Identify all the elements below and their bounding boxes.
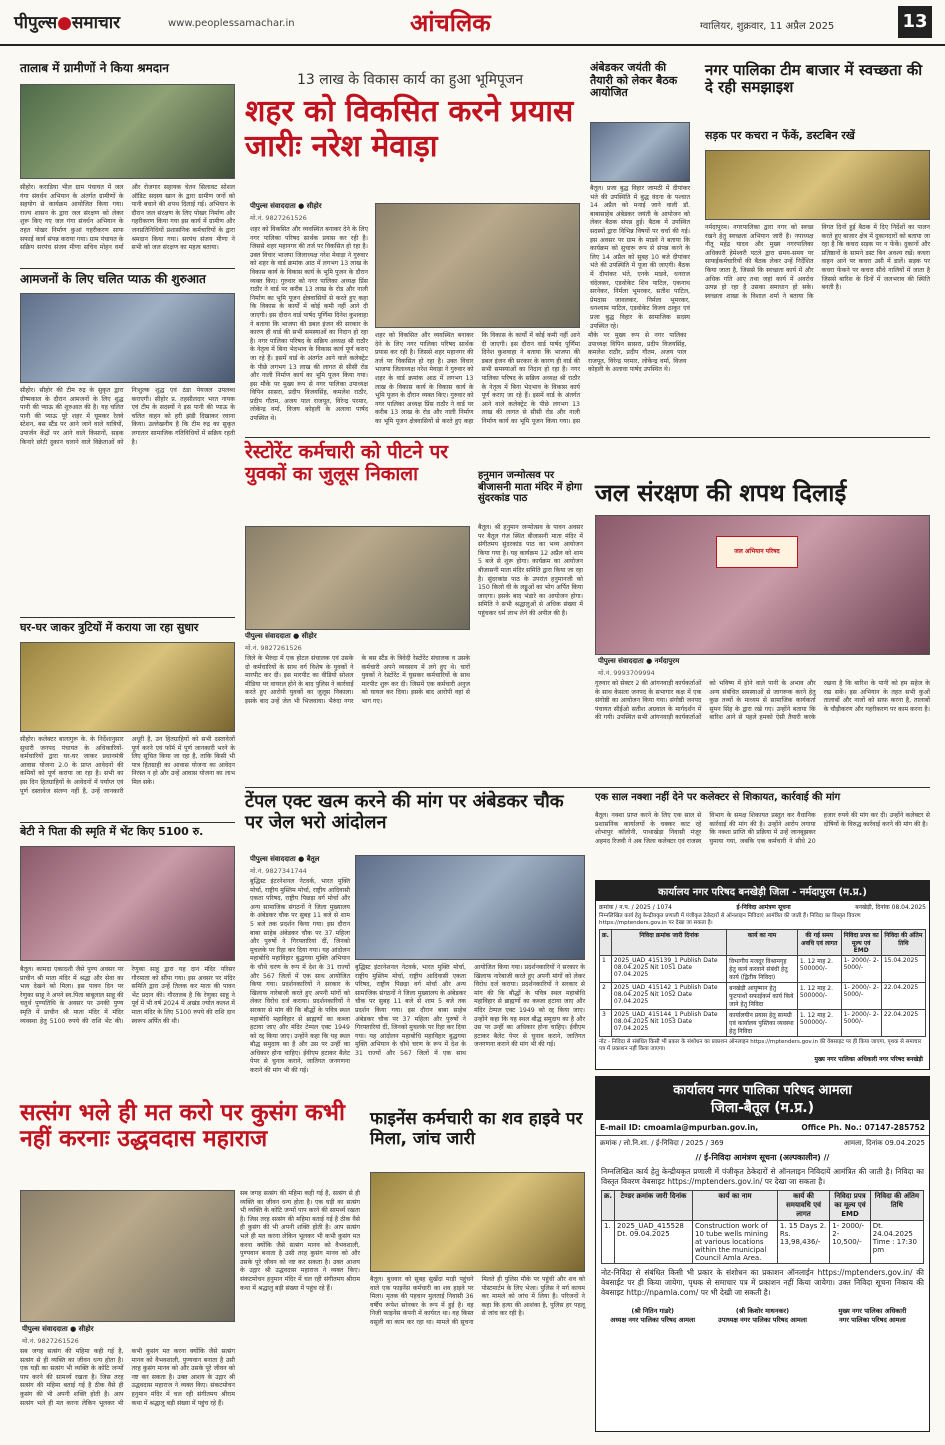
bhoomipujan-photo (375, 203, 580, 328)
swachhata-headline: नगर पालिका टीम बाजार में स्वच्छता की दे रही समझाइश (705, 61, 923, 97)
table-cell: Construction work of 10 tube wells mining at various locations within the municipal Council Amla Area. (693, 1221, 778, 1264)
pyau-photo (20, 293, 235, 383)
julus-headline: रेस्टोरेंट कर्मचारी को पीटने पर युवकों का जुलूस निकाला (245, 441, 449, 485)
shikayat-headline: एक साल नक्शा नहीं देने पर कलेक्टर से शिकायत, कार्रवाई की मांग (595, 792, 841, 803)
sudhar-photo (20, 642, 235, 732)
tender-banakhedi-title: कार्यालय नगर परिषद बनखेड़ी जिला - नर्मदापुरम (म.प्र.) (596, 881, 929, 901)
jal-sanrakshan-banner: जल अभियान परिषद (716, 536, 798, 568)
jail-bharo-photo (355, 855, 585, 960)
satsang-mobile: मो.नं. 9827261526 (22, 1337, 79, 1345)
table-cell: 2 (600, 983, 612, 1010)
bhoomipujan-kicker: 13 लाख के विकास कार्य का हुआ भूमिपूजन (296, 72, 524, 88)
pyau-body: सीहोर। सीहोर की टीम रुद्र के सुकृत द्वारा ग्रीष्मकाल के दौरान आमजनों के लिए शुद्ध पानी की प्याऊ की शुरुआत की है। यह चलित पानी की प्याऊ पूरे शहर में घूमकर रेलवे स्टेशन, बस स्टैंड पर आने जाने वाले यात्रियों, उपार्जन केंद्रों पर आने वाले किसानों, सड़क किनारे छोटी दुकान चलाने वाले विक्रेताओं को निःशुल्क शुद्ध एवं ठंडा पेयजल उपलब्ध कराएगी। सीहोर प्र. तहसीलदार भरत नायक एवं टीम के सदस्यों ने इस पानी की प्याऊ के चलित वाहन को हरी झंडी दिखाकर रवाना किया। उल्लेखनीय है कि टीम रुद्र का सुकृत लगातार सामाजिक गतिविधियों में सक्रिय रहती है। (20, 387, 235, 446)
julus-byline: पीपुल्स संवाददाता ● सीहोर (245, 632, 317, 640)
bhoomipujan-body-cont: शहर को विकसित और व्यवस्थित बनाकर देने के लिए नगर पालिका परिषद सार्थक प्रयास कर रही है। जिससे शहर महानगर की तर्ज पर विकसित हो रहा है। उक्त विचार भाजपा जिलाध्यक्ष नरेश मेवाड़ा ने गुरुवार को शहर के वार्ड क्रमांक आठ में लगभग 13 लाख के विकास कार्य के विकास कार्य के भूमि पूजन के दौरान व्यक्त किए। गुरुवार को नगर पालिका अध्यक्ष प्रिंस राठौर ने वार्ड पर करीब 13 लाख के रोड और नाली निर्माण का भूमि पूजन क्षेत्रवासियों से करते हुए कहा कि विकास के कार्यों में कोई कमी नहीं आने दी जाएगी। इस दौरान वार्ड पार्षद पूर्णिमा दिनेश कुशवाहा ने बताया कि भाजपा की डबल इंजन की सरकार के कारण ही वार्ड की सभी समस्याओं का निदान हो रहा है। नगर पालिका परिषद के सक्रिय अध्यक्ष श्री राठौर के नेतृत्व में बिना भेदभाव के विकास कार्य पूर्ण कराए जा रहे हैं। इसमें वार्ड के अंतर्गत आने वाले कलेक्ट्रेट के पीछे लगभग 13 लाख की लागत से सीसी रोड और नाली निर्माण कार्य का भूमि पूजन किया गया। इस मौके पर मुख्य रूप से नगर पालिका उपाध्यक्ष विपिन सासरा, प्रदीप विजयसिंह, कमलेश राठौर, प्रदीप गौतम, अजय पाल राजपूत, विरेन्द्र परमार, लोकेन्द्र वर्मा, विजय कोहली के अलावा पार्षद उपस्थित थे। (375, 332, 687, 425)
bhoomipujan-headline: शहर को विकसित करने प्रयास जारीः नरेश मेवाड़ा (245, 94, 574, 164)
table-cell: 1. 12 माह 2. 500000/- (797, 1010, 841, 1037)
swachhata-subhead: सड़क पर कचरा न फेंकें, डस्टबिन रखें (705, 129, 855, 142)
julus-photo (245, 526, 470, 630)
satsang-body-cont: सब जगह सत्संग की महिमा कही गई है, सत्संग से ही व्यक्ति का जीवन धन्य होता है। एक घड़ी का सत्संग भी व्यक्ति के कोटि जन्मों पाप करने की सामर्थ्य रखता है। जिस तरह सत्संग की महिमा बताई गई है ठीक वैसे ही कुसंग की भी अपनी शक्ति होती है। आप सत्संग भले ही मत करना लेकिन भूलकर भी कभी कुसंग मत करना क्योंकि जैसे सत्संग मानव को वैभवशाली, पुण्यवान बनाता है उसी तरह कुसंग मानव को और उसके पूरे जीवन को नष्ट कर सकता है। उक्त आशय के उद्गार श्री उद्धवदास महाराज ने व्यक्त किए। संकटमोचन हनुमान मंदिर में चल रही संगीतमय श्रीराम कथा में श्रद्धालु बड़ी संख्या में पहुंच रहे हैं। (240, 1190, 360, 1292)
swachhata-body: नर्मदापुरम। नगरपालिका द्वारा नगर को स्वच्छ रखने हेतु स्वच्छता अभियान जारी है। नपाध्यक्ष नीतू महेंद्र यादव और मुख्य नगरपालिका अधिकारी हेमेश्वरी पटले द्वारा समय-समय पर साफईकर्मचारियों की बैठक लेकर उन्हें निर्देशित किया जाता है, जिससे कि स्वच्छता कार्य में और अधिक गति आए तथा जहां कार्य में अवरोध उत्पन्न हो रहा है उसका समाधान हो सके। स्वच्छता शाखा के विशाल शर्मा ने बताया कि विगत दिनों हुई बैठक में दिए निर्देशों का पालन करते हुए बाजार क्षेत्र में दुकानदारों को बताया जा रहा है कि कचरा सड़क पर न फेंकें। दुकानों और प्रतिष्ठानों के सामने डस्ट बिन अवश्य रखें। कचरा वाहन आने पर कचरा उसी में डालें। सड़क पर कचरा फेंकने पर कचरा सीधे नालियों में जाता है जिससे बारिश के दिनों में जलभराव की स्थिति बनती है। (705, 224, 930, 300)
table-row (600, 1010, 926, 1037)
tender-banakhedi-table-wrap (596, 929, 929, 1037)
beti-headline: बेटी ने पिता की स्मृति में भेंट किए 5100 रु. (20, 825, 204, 838)
tender-amla-contact (596, 1120, 929, 1136)
logo-part2: समाचार (71, 13, 121, 33)
beti-body: बैतूल। कामदा एकादशी जैसे पुण्य अवसर पर प्राचीन श्री माता मंदिर में श्रद्धा और सेवा का भाव देखने को मिला। इस पावन दिन पर रेणुका साहू ने अपने स्व.पिता बाबूलाल साहू की चतुर्थ पुण्यतिथि के अवसर पर उनकी पुण्य स्मृति में प्राचीन श्री माता मंदिर में मंदिर व्यवस्था हेतु 5100 रुपये की राशि भेंट की। रेणुका साहू द्वारा यह दान मंदिर परिसर गौरमाता को सौंपा गया। इस अवसर पर मंदिर समिति द्वारा उन्हें तिलक कर माता की पावन भेंट प्रदान की। गौरतलब है कि रेणुका साहू ने पूर्व में भी वर्ष 2024 में अखंड ज्योत कलश में माता मंदिर के लिए 5100 रुपये की राशि दान स्वरूप अर्पित की थी। (20, 966, 235, 1025)
swachhata-photo (705, 150, 930, 220)
tender-banakhedi-signature: मुख्य नगर पालिका अधिकारी नगर परिषद बनखेड़ी (814, 1056, 923, 1063)
bhoomipujan-body: शहर को विकसित और व्यवस्थित बनाकर देने के लिए नगर पालिका परिषद सार्थक प्रयास कर रही है। जिससे शहर महानगर की तर्ज पर विकसित हो रहा है। उक्त विचार भाजपा जिलाध्यक्ष नरेश मेवाड़ा ने गुरुवार को शहर के वार्ड क्रमांक आठ में लगभग 13 लाख के विकास कार्य के विकास कार्य के भूमि पूजन के दौरान व्यक्त किए। गुरुवार को नगर पालिका अध्यक्ष प्रिंस राठौर ने वार्ड पर करीब 13 लाख के रोड और नाली निर्माण का भूमि पूजन क्षेत्रवासियों से करते हुए कहा कि विकास के कार्यों में कोई कमी नहीं आने दी जाएगी। इस दौरान वार्ड पार्षद पूर्णिमा दिनेश कुशवाहा ने बताया कि भाजपा की डबल इंजन की सरकार के कारण ही वार्ड की सभी समस्याओं का निदान हो रहा है। नगर पालिका परिषद के सक्रिय अध्यक्ष श्री राठौर के नेतृत्व में बिना भेदभाव के विकास कार्य पूर्ण कराए जा रहे हैं। इसमें वार्ड के अंतर्गत आने वाले कलेक्ट्रेट के पीछे लगभग 13 लाख की लागत से सीसी रोड और नाली निर्माण कार्य का भूमि पूजन किया गया। इस मौके पर मुख्य रूप से नगर पालिका उपाध्यक्ष विपिन सासरा, प्रदीप विजयसिंह, कमलेश राठौर, प्रदीप गौतम, अजय पाल राजपूत, विरेन्द्र परमार, लोकेन्द्र वर्मा, विजय कोहली के अलावा पार्षद उपस्थित थे। (250, 226, 368, 423)
table-header-cell: कार्य की समयावधि एवं लागत (777, 1191, 829, 1221)
signature-role: अध्यक्ष नगर पालिका परिषद आमला (610, 1316, 696, 1324)
tender-banakhedi-notice-name: ई-निविदा आमंत्रण सूचना (736, 904, 791, 911)
table-cell: 1- 2000/- 2- 5000/- (841, 983, 881, 1010)
table-cell: 15.04.2025 (881, 956, 925, 983)
jail-bharo-byline: पीपुल्स संवाददाता ● बैतूल (250, 855, 320, 863)
signature-name: (श्री नितिन गाडरे) (631, 1307, 674, 1315)
ambedkar-baithak-photo (590, 122, 690, 182)
divider (245, 437, 930, 438)
tender-amla-title2: जिला-बैतूल (म.प्र.) (596, 1098, 929, 1120)
table-header-cell: कार्य का नाम (693, 1191, 778, 1221)
finance-headline: फाइनेंस कर्मचारी का शव हाइवे पर मिला, जांच जारी (370, 1109, 583, 1149)
jail-bharo-headline: टेंपल एक्ट खत्म करने की मांग पर अंबेडकर चौक पर जेल भरो आंदोलन (245, 791, 564, 833)
tender-amla-table-wrap (596, 1190, 929, 1264)
beti-photo (20, 846, 235, 961)
table-cell: 1- 2000/- 2- 10,500/- (830, 1221, 871, 1264)
jal-sanrakshan-photo (595, 515, 930, 655)
section-title: आंचलिक (410, 9, 491, 37)
table-row (602, 1221, 924, 1264)
tender-table-body (600, 956, 926, 1037)
table-header-cell: निविदा की अंतिम तिथि (881, 930, 925, 956)
jal-sanrakshan-byline: पीपुल्स संवाददाता ● नर्मदापुरम (598, 657, 680, 665)
table-header-cell: क्र. (600, 930, 612, 956)
finance-photo (370, 1172, 585, 1272)
sudhar-body: सीहोर। कलेक्टर बालागुरू के. के निर्देशानुसार सुधारी जनपद पंचायत के अधिकारियों-कर्मचारियों द्वारा घर-घर जाकर प्रधानमंत्री आवास योजना 2.0 के प्राप्त आवेदनों की कमियों को पूर्ण कराया जा रहा है। सभी का इस दिन हितग्राहियों के आवेदनों में पर्याप्त एवं पूर्ण दस्तावेज संलग्न नहीं है, उन्हें जानकारी अधूरी है, उन हितग्राहियों को सभी दस्तावेजों पूर्ण करने एवं फॉर्म में पूर्ण जानकारी भरने के लिए सूचित किया जा रहा है, ताकि किसी भी पात्र हितग्राही का आवास योजना का आवेदन निरस्त न हो और उन्हें आवास योजना का लाभ मिल सके। (20, 736, 235, 795)
tender-amla-ref: क्रमांक / लो.नि.शा. / ई-निविदा / 2025 / 369 (600, 1139, 724, 1147)
table-header-cell: टेण्डर क्रमांक जारी दिनांक (615, 1191, 693, 1221)
pyau-headline: आमजनों के लिए चलित प्याऊ की शुरुआत (20, 272, 206, 286)
tender-banakhedi-date: बनखेड़ी, दिनांक 08.04.2025 (855, 904, 926, 911)
sundarkand-body: बैतूल। श्री हनुमान जन्मोत्सव के पावन अवसर पर बैतूल गंज स्थित बीजासनी माता मंदिर में संगीतमय सुंदरकांड पाठ का भव्य आयोजन किया गया है। यह कार्यक्रम 12 अप्रैल को शाम 5 बजे से शुरू होगा। कार्यक्रम का आयोजन बीजासनी माता मंदिर समिति द्वारा किया जा रहा है। सुंदरकांड पाठ के उपरांत हनुमानजी को 150 किलो घी के लड्डुओं का भोग अर्पित किया जाएगा। इसके बाद भंडारे का आयोजन होगा। समिति ने सभी श्रद्धालुओं से अधिक संख्या में पहुंचकर धर्म लाभ लेने की अपील की है। (478, 524, 583, 617)
tender-table-body (602, 1221, 924, 1264)
tender-banakhedi-intro: निम्नलिखित कार्य हेतु केन्द्रीयकृत प्रणाली में पंजीकृत ठेकेदारों से ऑनलाइन निविदाएं आमंत्रित की जाती हैं। निविदा का विस्तृत विवरण https://mptenders.gov.in पर देखा जा सकता है। (599, 913, 861, 926)
table-cell: 1- 2000/- 2- 5000/- (841, 956, 881, 983)
table-header-cell: निविदा क्रमांक जारी दिनांक (611, 930, 726, 956)
signature-role: नगर पालिका परिषद आमला (838, 1316, 906, 1324)
signature-name: मुख्य नगर पालिका अधिकारी (838, 1307, 907, 1315)
table-cell: 22.04.2025 (881, 983, 925, 1010)
jal-sanrakshan-mobile: मो.नं. 9993709994 (598, 669, 655, 677)
jal-sanrakshan-headline: जल संरक्षण की शपथ दिलाई (595, 479, 847, 507)
table-cell: 1. 12 माह 2. 500000/- (797, 983, 841, 1010)
table-cell: 1. (602, 1221, 615, 1264)
masthead (0, 0, 945, 46)
tender-table-header-row (600, 930, 926, 956)
table-row (600, 956, 926, 983)
tender-amla-date: आमला, दिनांक 09.04.2025 (843, 1139, 925, 1147)
table-cell: 1. 15 Days 2. Rs. 13,98,436/- (777, 1221, 829, 1264)
signature-block (821, 1306, 924, 1324)
logo-part1: पीपुल्स (14, 13, 58, 33)
table-cell: 3 (600, 1010, 612, 1037)
shramdaan-headline: तालाब में ग्रामीणों ने किया श्रमदान (20, 61, 169, 75)
table-header-cell: कार्य का नाम (727, 930, 798, 956)
tender-banakhedi (595, 880, 930, 1070)
ambedkar-baithak-body: बैतूल। प्रजा बुद्ध विहार जामठी में दीपांकर भंते की उपस्थिति में बुद्ध वंदना के पश्चात 14 अप्रैल को मनाई जाने वाली डॉ. बाबासाहेब अंबेडकर जयंती के आयोजन को लेकर बैठक संपन्न हुई। बैठक में उपस्थित सदस्यों द्वारा विभिन्न विषयों पर चर्चा की गई। इस अवसर पर ग्राम के माडवे ने बताया कि कार्यक्रम को सुचारू रूप से संपन्न करने के लिए 14 अप्रैल को सुबह 10 बजे दीपांकर भंते की उपस्थिति में पूजा की जाएगी। बैठक में दीपांकर भंते, एनके माडवे, धनराज चंदेलकर, एडवोकेट शिव पाटिल, एकनाथ सरनेकर, निर्मला भूमरकर, सतीश पाटिल, प्रेमदास जावलकर, निर्मला भूमरकर, धनश्याम पाटिल, एडवोकेट विजय ठाकुर एवं प्रजा बुद्ध विहार के सामाजिक सदस्य उपस्थित रहे। (590, 185, 690, 330)
tender-amla-title1: कार्यालय नगर पालिका परिषद आमला (596, 1077, 929, 1098)
table-header-cell: निविदा की अंतिम तिथि (870, 1191, 923, 1221)
divider (20, 268, 235, 269)
sudhar-headline: घर-घर जाकर त्रुटियों में कराया जा रहा सुधार (20, 621, 199, 634)
tender-table-header-row (602, 1191, 924, 1221)
tender-amla (595, 1076, 930, 1432)
table-cell: 2025_UAD_415528 Dt. 09.04.2025 (615, 1221, 693, 1264)
shramdaan-photo (20, 84, 235, 179)
tender-banakhedi-footnote: नोट - निविदा से संबंधित किसी भी प्रकार के संशोधन का प्रकाशन ऑनलाइन https://mptenders.gov.in की वेबसाइट पर ही किया जाएगा, पृथक से समाचार पत्र में प्रकाशन नहीं किया जाएगा। (599, 1039, 922, 1052)
table-header-cell: निविदा प्रपत्र का मूल्य एवं EMD (830, 1191, 871, 1221)
shramdaan-body: सीहोर। कराडिया भील ग्राम पंचायत में जल गंगा संवर्धन अभियान के अंतर्गत ग्रामीणों के सहयोग से कार्यक्रम आयोजित किया गया। राज्य शासन के द्वारा जल संरक्षण को लेकर शुरू किए गए जल गंगा संवर्धन अभियान के तहत पोखर निर्माण कुआं गहरीकरण साफ सफाई कार्य संपन्न कराया गया। ग्राम पंचायत के सक्रिय सरपंच संजय मीणा सचिव मोहन वर्मा और रोजगार सहायक चेतन सिलावट सोशल ऑडिट सदस्य खान के द्वारा ग्रामीण जनों को पानी बचाने की शपथ दिलाई गई। अभियान के दौरान जल संरक्षण के लिए पोखर निर्माण और गहरीकरण किया गया इस कार्य में ग्रामीण और जनप्रतिनिधियों प्रशासनिक कर्मचारियों के द्वारा श्रमदान किया गया। सरपंच संजय मीणा ने सभी को जल संरक्षण का महत्व बताया। (20, 184, 235, 252)
julus-mobile: मो.नं. 9827261526 (245, 644, 302, 652)
tender-amla-notice-name: // ई-निविदा आमंत्रण सूचना (अल्पकालीन) // (695, 1153, 830, 1162)
divider (245, 787, 930, 788)
tender-amla-footnote: नोट-निविदा से संबंधित किसी भी प्रकार के संशोधन का प्रकाशन ऑनलाईन https://mptenders.gov.in/ की वेबसाईट पर ही किया जायेगा, पृथक से समाचार पत्र में प्रकाशन नहीं किया जायेगा। उक्त निविदा सूचना निकाय की वेबसाइट http://npamla.com/ पर भी देखी जा सकती है। (601, 1268, 924, 1297)
table-cell: कार्यालयीन प्रयास हेतु सामग्री एवं कार्यालय पुस्तिका व्यवस्था हेतु निविदा (727, 1010, 798, 1037)
table-cell: Dt. 24.04.2025 Time : 17:30 pm (870, 1221, 923, 1264)
jail-bharo-body: बुद्धिस्ट इंटरनेशनल नेटवर्क, भारत मुक्ति मोर्चा, राष्ट्रीय मुस्लिम मोर्चा, राष्ट्रीय आदिवासी एकता परिषद, राष्ट्रीय पिछड़ा वर्ग मोर्चा और अन्य सामाजिक संगठनों ने जिला मुख्यालय के अंबेडकर चौक पर सुबह 11 बजे से शाम 5 बजे तक प्रदर्शन किया गया। इस दौरान बाबा साहेब अंबेडकर चौक पर 37 महिला और पुरुषों ने गिरफ्तारियां दीं, जिनको मुचलके पर रिहा कर दिया गया। यह आंदोलन महाबोधि महाविहार बुद्धगया मुक्ति अभियान के चौथे चरण के रूप में देश के 31 राज्यों और 567 जिलों में एक साथ आयोजित किया गया। प्रदर्शनकारियों ने सरकार के खिलाफ नारेबाजी करते हुए अपनी मांगों को लेकर विरोध दर्ज कराया। प्रदर्शनकारियों ने सरकार से मांग की कि बौद्धों के पवित्र स्थल महाबोधि महाविहार से ब्राह्मणों का कब्जा हटाया जाए और मंदिर टेम्पल एक्ट 1949 को रद्द किया जाए। उन्होंने कहा कि यह स्थल बौद्ध समुदाय का है और उस पर उन्हीं का अधिकार होना चाहिए। ईवीएम हटाकर बैलेट पेपर से चुनाव कराने, जातिगत जनगणना कराने की मांग भी की गई। (250, 878, 350, 1075)
shramdaan-headline-box (20, 62, 235, 80)
satsang-headline: सत्संग भले ही मत करो पर कुसंग कभी नहीं करनाः उद्धवदास महाराज (20, 1100, 345, 1153)
tender-amla-intro: निम्नलिखित कार्य हेतु केन्द्रीयकृत प्रणाली में पंजीकृत ठेकेदारों से ऑनलाइन निविदायें आमंत्रित की जाती है। निविदा का विस्तृत विवरण वेबसाइट https://mptenders.gov.in/ पर देखा जा सकता है। (601, 1167, 924, 1186)
logo-dot: ● (57, 13, 72, 33)
table-cell: 1- 2000/- 2- 5000/- (841, 1010, 881, 1037)
bhoomipujan-mobile: मो.नं. 9827261526 (250, 214, 307, 222)
sundarkand-headline: हनुमान जन्मोत्सव पर बीजासनी माता मंदिर में होगा सुंदरकांड पाठ (478, 470, 583, 504)
divider (20, 822, 235, 823)
shikayat-body: बैतूल। नक्शा प्राप्त करने के लिए एक साल से प्रशासनिक कार्यालयों के चक्कर काट रहे शोभापुर कॉलोनी, पाथाखेड़ा निवासी मंजूर अहमद रिजवी ने अब जिला कलेक्टर एवं राजस्व विभाग के समक्ष शिकायत प्रस्तुत कर वैधानिक कार्रवाई की मांग की है। उन्होंने आरोप लगाया कि नक्शा प्राप्ति की प्रक्रिया में उन्हें जानबूझकर घुमाया गया, जबकि एक कर्मचारी ने सीधे 20 हजार रुपये की मांग कर दी। उन्होंने कलेक्टर से दोषियों के विरुद्ध कार्रवाई करने की मांग की है। (595, 812, 930, 845)
table-header-cell: की गई समय अवधि एवं लागत (797, 930, 841, 956)
tender-amla-table (601, 1190, 924, 1264)
tender-amla-signatures (596, 1302, 929, 1328)
table-header-cell: निविदा प्रपत्र का मूल्य एवं EMD (841, 930, 881, 956)
table-cell: 2025_UAD_415142_1 Publish Date 08.04.2025 Nit 1052 Date 07.04.2025 (611, 983, 726, 1010)
table-cell: 1. 12 माह 2. 500000/- (797, 956, 841, 983)
jail-bharo-body-cont: बुद्धिस्ट इंटरनेशनल नेटवर्क, भारत मुक्ति मोर्चा, राष्ट्रीय मुस्लिम मोर्चा, राष्ट्रीय आदिवासी एकता परिषद, राष्ट्रीय पिछड़ा वर्ग मोर्चा और अन्य सामाजिक संगठनों ने जिला मुख्यालय के अंबेडकर चौक पर सुबह 11 बजे से शाम 5 बजे तक प्रदर्शन किया गया। इस दौरान बाबा साहेब अंबेडकर चौक पर 37 महिला और पुरुषों ने गिरफ्तारियां दीं, जिनको मुचलके पर रिहा कर दिया गया। यह आंदोलन महाबोधि महाविहार बुद्धगया मुक्ति अभियान के चौथे चरण के रूप में देश के 31 राज्यों और 567 जिलों में एक साथ आयोजित किया गया। प्रदर्शनकारियों ने सरकार के खिलाफ नारेबाजी करते हुए अपनी मांगों को लेकर विरोध दर्ज कराया। प्रदर्शनकारियों ने सरकार से मांग की कि बौद्धों के पवित्र स्थल महाबोधि महाविहार से ब्राह्मणों का कब्जा हटाया जाए और मंदिर टेम्पल एक्ट 1949 को रद्द किया जाए। उन्होंने कहा कि यह स्थल बौद्ध समुदाय का है और उस पर उन्हीं का अधिकार होना चाहिए। ईवीएम हटाकर बैलेट पेपर से चुनाव कराने, जातिगत जनगणना कराने की मांग भी की गई। (355, 964, 585, 1057)
tender-amla-email[interactable]: E-mail ID: cmoamla@mpurban.gov.in, (600, 1123, 759, 1132)
signature-name: (श्री किशोर माथनकर) (735, 1307, 790, 1315)
satsang-photo (20, 1190, 235, 1322)
tender-banakhedi-table (599, 929, 926, 1037)
jal-sanrakshan-body: गुरुवार को सेक्टर 2 की आंगनवाड़ी कार्यकर्ताओं के साथ केसला जनपद के सभागार कक्ष में एक संगोष्ठी का आयोजन किया गया। संगोष्ठी जनपद पंचायत सीईओ सतीश अग्रवाल के मार्गदर्शन में की गयी। उपस्थित सभी आंगनवाड़ी कार्यकर्ताओं को भविष्य में होने वाले पानी के अभाव और अन्य संबंधित समस्याओं से जागरूक करने हेतु कुछ तथ्यों के माध्यम से सामाजिक कार्यकर्ता सुमन सिंह के द्वारा रखे गए। उन्होंने बताया कि बारिश आने से पहले हमको ऐसी तैयारी करके रखना है कि बारिश के पानी को हम सहेज के रख सकें। इस अभियान के तहत सभी कुओं तालाबों और नालों को साफ़ करना है, तालाबों के चौड़ीकरण और गहरीकरण पर काम करना है। (595, 680, 930, 722)
bhoomipujan-byline: पीपुल्स संवाददाता ● सीहोर (250, 202, 322, 210)
table-cell: 2025_UAD_415144_1 Publish Date 08.04.2025 Nit 1053 Date 07.04.2025 (611, 1010, 726, 1037)
finance-body: बैतूल। बुधवार को सुबह सुर्खेदा माड़ी पहुंचने वाले एक फाइनेंस कर्मचारी का शव हाइवे पर मिला। मृतक की पहचान मुलताई निवासी 36 वर्षीय रूपेश सोनकर के रूप में हुई है। वह निजी फाइनेंस कंपनी में कार्यरत था। वह किस्त वसूली का काम कर रहा था। मामले की सूचना मिलते ही पुलिस मौके पर पहुंची और शव को पोस्टमार्टम के लिए भेजा। पुलिस ने मर्ग कायम कर मामले को जांच में लिया है। परिजनों ने कहा कि हत्या की आशंका है, पुलिस हर पहलू से जांच कर रही है। (370, 1276, 585, 1326)
table-cell: 1 (600, 956, 612, 983)
table-cell: 22.04.2025 (881, 1010, 925, 1037)
satsang-body: सब जगह सत्संग की महिमा कही गई है, सत्संग से ही व्यक्ति का जीवन धन्य होता है। एक घड़ी का सत्संग भी व्यक्ति के कोटि जन्मों पाप करने की सामर्थ्य रखता है। जिस तरह सत्संग की महिमा बताई गई है ठीक वैसे ही कुसंग की भी अपनी शक्ति होती है। आप सत्संग भले ही मत करना लेकिन भूलकर भी कभी कुसंग मत करना क्योंकि जैसे सत्संग मानव को वैभवशाली, पुण्यवान बनाता है उसी तरह कुसंग मानव को और उसके पूरे जीवन को नष्ट कर सकता है। उक्त आशय के उद्गार श्री उद्धवदास महाराज ने व्यक्त किए। संकटमोचन हनुमान मंदिर में चल रही संगीतमय श्रीराम कथा में श्रद्धालु बड़ी संख्या में पहुंच रहे हैं। (20, 1348, 235, 1407)
website-url[interactable]: www.peoplessamachar.in (168, 18, 295, 29)
newspaper-logo (14, 10, 120, 33)
signature-block (601, 1306, 704, 1324)
page-number: 13 (898, 6, 932, 38)
ambedkar-baithak-headline: अंबेडकर जयंती की तैयारी को लेकर बैठक आयोजित (590, 61, 678, 100)
signature-block (711, 1306, 814, 1324)
signature-role: उपाध्यक्ष नगर पालिका परिषद आमला (718, 1316, 807, 1324)
table-header-cell: क्र. (602, 1191, 615, 1221)
satsang-byline: पीपुल्स संवाददाता ● सीहोर (22, 1325, 94, 1333)
table-cell: विभागीय मजदूर विश्रामगृह हेतु कार्य करवाने संबंधी हेतु कार्य (द्वितीय निविदा) (727, 956, 798, 983)
tender-amla-phone: Office Ph. No.: 07147-285752 (801, 1123, 925, 1132)
jail-bharo-mobile: मो.नं. 9827341744 (250, 867, 307, 875)
tender-amla-refline (596, 1136, 929, 1151)
dateline: ग्वालियर, शुक्रवार, 11 अप्रैल 2025 (700, 21, 835, 32)
tender-banakhedi-ref: क्रमांक / न.प. / 2025 / 1074 (599, 904, 672, 911)
table-cell: बनखेड़ी आयुष्मान हेतु फुटपाथों सफाईकर्म कार्य किये जाने हेतु निविदा (727, 983, 798, 1010)
table-row (600, 983, 926, 1010)
julus-body: जिले के भैरुंदा में एक होटल संचालक एवं उसके दो कर्मचारियों के साथ वर्ग विशेष के युवकों ने मारपीट कर दी। इस मारपीट का वीडियो सोशल मीडिया पर वायरल होने के बाद पुलिस ने कार्रवाई करते हुए आरोपी युवकों का जुलूस निकाला। इसके बाद उन्हें जेल भी भिजवाया। भैरुंदा नगर के बस स्टैंड के त्रिवेदी रेस्टोरेंट संचालक व उसके कर्मचारी अपने व्यवसाय में लगे हुए थे। चारों युवकों ने रेस्टोरेंट में घुसकर कर्मचारियों के साथ मारपीट शुरू कर दी। जिसमें एक कर्मचारी अनुज को घायल कर दिया। इसके बाद आरोपी वहां से भाग गए। (245, 655, 470, 705)
table-cell: 2025_UAD_415139_1 Publish Date 08.04.2025 Nit 1051 Date 07.04.2025 (611, 956, 726, 983)
tender-banakhedi-refline (596, 901, 929, 913)
divider (20, 617, 235, 618)
